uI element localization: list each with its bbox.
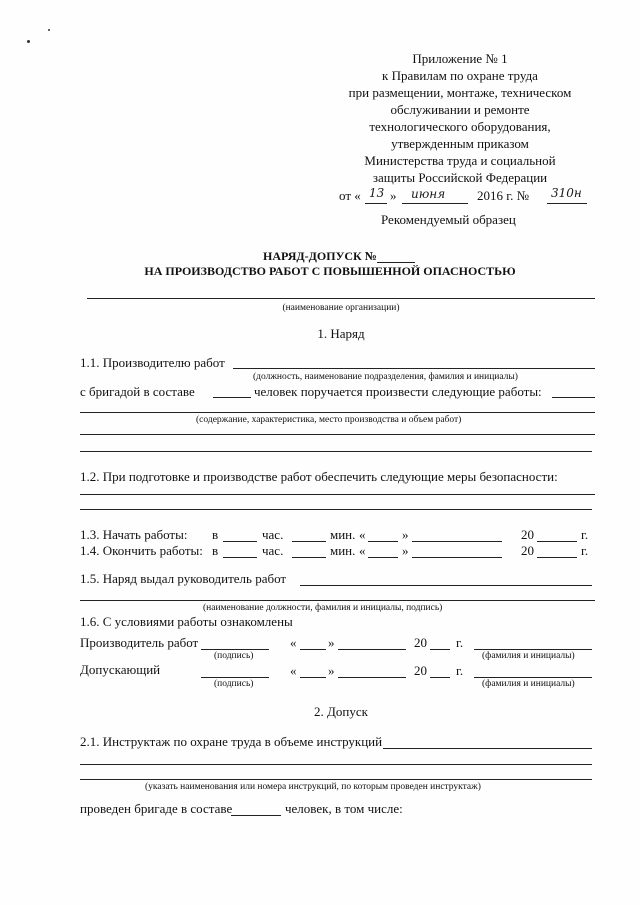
issued-by-field-1[interactable] [300, 585, 592, 586]
start-year-field[interactable] [537, 541, 577, 542]
briefing-brigade-prefix: проведен бригаде в составе [80, 801, 233, 816]
admitting-name-field[interactable] [474, 677, 592, 678]
scan-mark [27, 40, 30, 43]
organization-caption: (наименование организации) [282, 303, 400, 313]
work-producer-field[interactable] [233, 368, 595, 369]
header-line: защиты Российской Федерации [372, 170, 548, 185]
admitting-month-field[interactable] [338, 677, 406, 678]
start-hour-field[interactable] [223, 541, 257, 542]
end-hour-field[interactable] [223, 557, 257, 558]
header-line: технологического оборудования, [369, 119, 551, 134]
briefing-brigade-suffix: человек, в том числе: [285, 801, 403, 816]
section-1-heading: 1. Наряд [317, 326, 365, 341]
instructions-field-3[interactable] [80, 779, 592, 780]
header-line: обслуживании и ремонте [390, 102, 530, 117]
works-field-3[interactable] [80, 434, 595, 435]
organization-field[interactable] [87, 298, 595, 299]
item-2-1-label: 2.1. Инструктаж по охране труда в объеме инструкций [80, 734, 383, 749]
producer-month-field[interactable] [338, 649, 406, 650]
recommended-sample: Рекомендуемый образец [381, 212, 516, 227]
start-month-field[interactable] [412, 541, 502, 542]
header-line: Приложение № 1 [412, 51, 508, 66]
header-line: к Правилам по охране труда [382, 68, 538, 83]
end-day-field[interactable] [368, 557, 398, 558]
item-1-6-label: 1.6. С условиями работы ознакомлены [80, 614, 293, 629]
admitting-year-field[interactable] [430, 677, 450, 678]
brigade-suffix: человек поручается произвести следующие работы: [254, 384, 542, 399]
issued-by-field-2[interactable] [80, 600, 595, 601]
end-year-field[interactable] [537, 557, 577, 558]
producer-day-field[interactable] [300, 649, 326, 650]
works-field-1[interactable] [552, 397, 595, 398]
instructions-caption: (указать наименования или номера инструкций, по которым проведен инструктаж) [145, 782, 481, 792]
item-1-1-label: 1.1. Производителю работ [80, 355, 225, 370]
item-1-2-label: 1.2. При подготовке и производстве работ обеспечить следующие меры безопасности: [80, 469, 558, 484]
briefing-brigade-size-field[interactable] [231, 815, 281, 816]
header-line: Министерства труда и социальной [364, 153, 556, 168]
brigade-prefix: с бригадой в составе [80, 384, 195, 399]
end-month-field[interactable] [412, 557, 502, 558]
end-minute-field[interactable] [292, 557, 326, 558]
admitting-day-field[interactable] [300, 677, 326, 678]
works-caption: (содержание, характеристика, место производства и объем работ) [196, 415, 462, 425]
works-field-4[interactable] [80, 451, 592, 452]
safety-field-1[interactable] [80, 494, 595, 495]
header-line: утвержденным приказом [391, 136, 529, 151]
handwritten-month: июня [411, 187, 446, 201]
permit-number-field[interactable] [377, 262, 415, 263]
brigade-size-field[interactable] [213, 397, 251, 398]
admitting-signature-field[interactable] [201, 677, 269, 678]
issued-by-caption: (наименование должности, фамилия и инициалы, подпись) [203, 603, 443, 613]
work-producer-caption: (должность, наименование подразделения, фамилия и инициалы) [253, 372, 518, 382]
item-1-5-label: 1.5. Наряд выдал руководитель работ [80, 571, 287, 586]
header-line: при размещении, монтаже, техническом [348, 85, 572, 100]
instructions-field-1[interactable] [383, 748, 592, 749]
start-minute-field[interactable] [292, 541, 326, 542]
start-day-field[interactable] [368, 541, 398, 542]
producer-year-field[interactable] [430, 649, 450, 650]
producer-name-field[interactable] [474, 649, 592, 650]
section-2-heading: 2. Допуск [314, 704, 368, 719]
safety-field-2[interactable] [80, 509, 592, 510]
producer-signature-field[interactable] [201, 649, 269, 650]
handwritten-order-number: 310н [551, 186, 582, 200]
works-field-2[interactable] [80, 412, 595, 413]
instructions-field-2[interactable] [80, 764, 592, 765]
handwritten-day: 13 [369, 186, 385, 200]
scan-mark [48, 29, 50, 31]
